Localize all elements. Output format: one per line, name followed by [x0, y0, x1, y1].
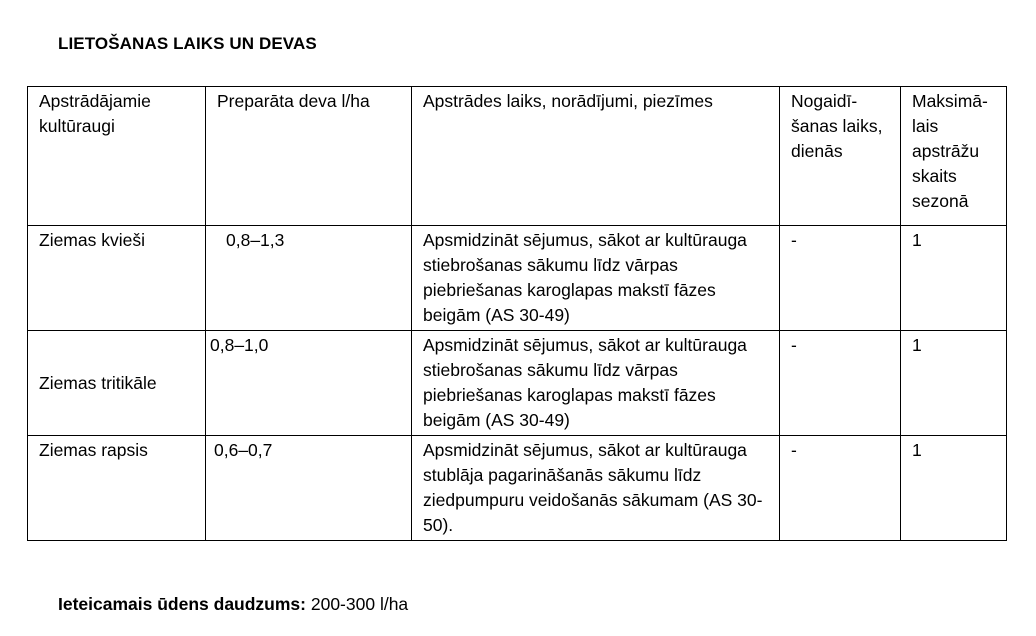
cell-crop: Ziemas rapsis — [28, 436, 206, 541]
header-waiting-period: Nogaidī-šanas laiks, dienās — [780, 87, 901, 226]
cell-timing: Apsmidzināt sējumus, sākot ar kultūrauga stublāja pagarināšanās sākumu līdz ziedpumpuru veidošanās sākumam (AS 30-50). — [412, 436, 780, 541]
cell-timing: Apsmidzināt sējumus, sākot ar kultūrauga stiebrošanas sākumu līdz vārpas piebriešanas karoglapas makstī fāzes beigām (AS 30-49) — [412, 226, 780, 331]
cell-waiting-period: - — [780, 331, 901, 436]
cell-dose: 0,8–1,0 — [206, 331, 412, 436]
cell-waiting-period: - — [780, 226, 901, 331]
water-amount-label: Ieteicamais ūdens daudzums: — [58, 594, 306, 614]
cell-max-treatments: 1 — [901, 331, 1007, 436]
cell-waiting-period: - — [780, 436, 901, 541]
water-amount-value: 200-300 l/ha — [306, 594, 409, 614]
cell-timing: Apsmidzināt sējumus, sākot ar kultūrauga stiebrošanas sākumu līdz vārpas piebriešanas karoglapas makstī fāzes beigām (AS 30-49) — [412, 331, 780, 436]
water-amount — [58, 594, 408, 615]
table-row — [28, 226, 1007, 331]
cell-crop: Ziemas tritikāle — [28, 331, 206, 436]
section-title: LIETOŠANAS LAIKS UN DEVAS — [58, 34, 317, 53]
cell-dose: 0,6–0,7 — [206, 436, 412, 541]
header-dose: Preparāta deva l/ha — [206, 87, 412, 226]
table-header-row — [28, 87, 1007, 226]
table-row — [28, 436, 1007, 541]
cell-max-treatments: 1 — [901, 436, 1007, 541]
header-timing: Apstrādes laiks, norādījumi, piezīmes — [412, 87, 780, 226]
header-crops: Apstrādājamie kultūraugi — [28, 87, 206, 226]
cell-dose: 0,8–1,3 — [206, 226, 412, 331]
table-row — [28, 331, 1007, 436]
cell-max-treatments: 1 — [901, 226, 1007, 331]
cell-crop: Ziemas kvieši — [28, 226, 206, 331]
header-max-treatments: Maksimā-lais apstrāžu skaits sezonā — [901, 87, 1007, 226]
usage-table — [27, 86, 1007, 541]
